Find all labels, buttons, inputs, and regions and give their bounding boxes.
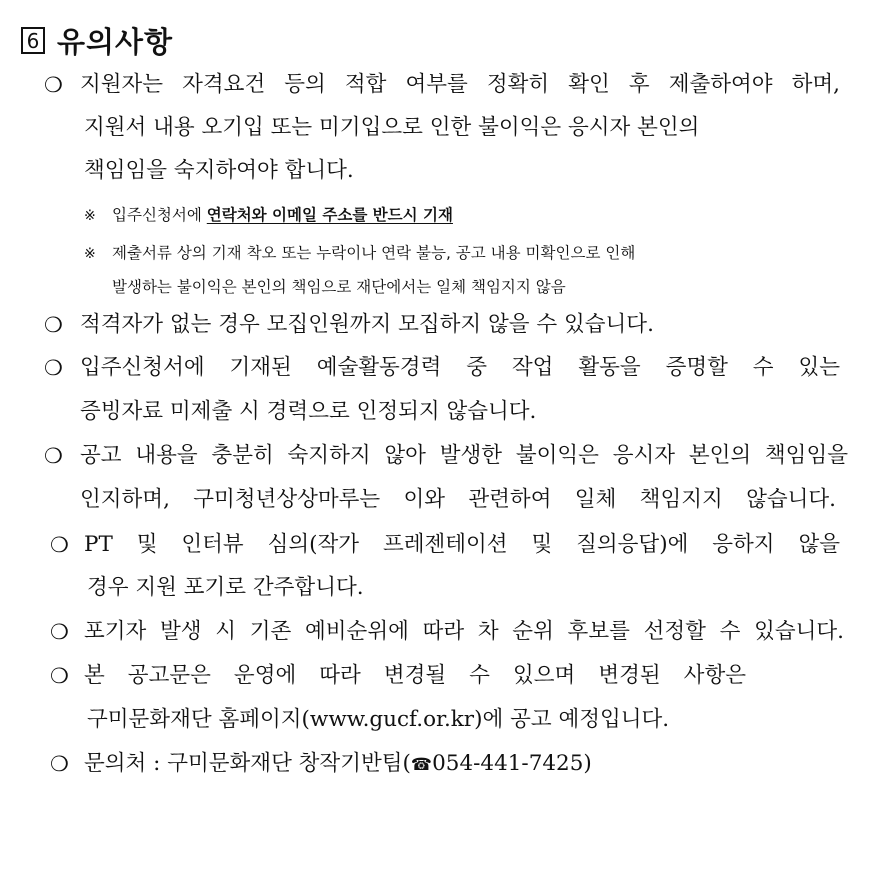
- item-2-line-1: 적격자가 없는 경우 모집인원까지 모집하지 않을 수 있습니다.: [80, 312, 654, 337]
- item-1-line-1: 지원자는 자격요건 등의 적합 여부를 정확히 확인 후 제출하여야 하며,: [80, 72, 840, 97]
- note-mark-2: ※: [84, 246, 96, 262]
- note-1: [112, 205, 453, 225]
- bullet-7: ❍: [50, 664, 69, 688]
- item-7-line-2: 구미문화재단 홈페이지(www.gucf.or.kr)에 공고 예정입니다.: [87, 707, 670, 732]
- item-1-line-3: 책임임을 숙지하여야 합니다.: [84, 158, 354, 183]
- item-3-line-1: 입주신청서에 기재된 예술활동경력 중 작업 활동을 증명할 수 있는: [80, 355, 840, 380]
- bullet-1: ❍: [44, 73, 63, 97]
- item-7-line-1: 본 공고문은 운영에 따라 변경될 수 있으며 변경된 사항은: [84, 663, 746, 688]
- item-4-line-1: 공고 내용을 충분히 숙지하지 않아 발생한 불이익은 응시자 본인의 책임임을: [80, 443, 848, 468]
- note-1-emphasis: 연락처와 이메일 주소를 반드시 기재: [206, 206, 453, 224]
- telephone-icon: ☎: [410, 755, 433, 775]
- section-heading: [21, 20, 173, 61]
- note-mark-1: ※: [84, 208, 96, 224]
- bullet-6: ❍: [50, 620, 69, 644]
- bullet-5: ❍: [50, 533, 69, 557]
- contact-suffix: ): [583, 751, 592, 776]
- contact-label: 문의처 : 구미문화재단 창작기반팀(: [84, 751, 411, 776]
- section-number-box: 6: [21, 27, 45, 54]
- section-title: 유의사항: [57, 25, 174, 59]
- bullet-3: ❍: [44, 356, 63, 380]
- item-8-contact: [84, 750, 592, 779]
- note-2-line-2: 발생하는 불이익은 본인의 책임으로 재단에서는 일체 책임지지 않음: [112, 278, 566, 296]
- bullet-8: ❍: [50, 752, 69, 776]
- bullet-4: ❍: [44, 444, 63, 468]
- item-4-line-2: 인지하며, 구미청년상상마루는 이와 관련하여 일체 책임지지 않습니다.: [80, 487, 836, 512]
- contact-phone: 054-441-7425: [432, 751, 584, 776]
- note-1-text: 입주신청서에: [112, 206, 207, 224]
- item-5-line-2: 경우 지원 포기로 간주합니다.: [87, 575, 364, 600]
- item-3-line-2: 증빙자료 미제출 시 경력으로 인정되지 않습니다.: [80, 399, 537, 424]
- item-6-line-1: 포기자 발생 시 기존 예비순위에 따라 차 순위 후보를 선정할 수 있습니다.: [84, 619, 844, 644]
- bullet-2: ❍: [44, 313, 63, 337]
- note-2-line-1: 제출서류 상의 기재 착오 또는 누락이나 연락 불능, 공고 내용 미확인으로 인해: [112, 244, 636, 262]
- item-1-line-2: 지원서 내용 오기입 또는 미기입으로 인한 불이익은 응시자 본인의: [84, 115, 700, 140]
- item-5-line-1: PT 및 인터뷰 심의(작가 프레젠테이션 및 질의응답)에 응하지 않을: [84, 532, 840, 557]
